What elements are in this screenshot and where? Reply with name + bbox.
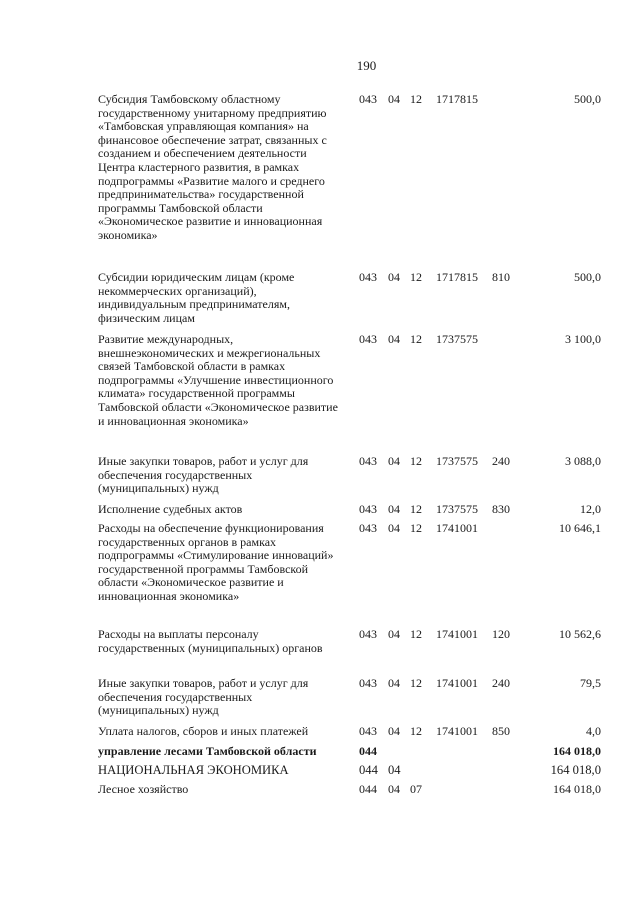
section-code: 04 xyxy=(388,502,400,516)
amount: 4,0 xyxy=(586,724,601,738)
table-row xyxy=(0,745,640,764)
row-description: Уплата налогов, сборов и иных платежей xyxy=(98,724,309,738)
subsection-code: 12 xyxy=(410,92,422,106)
table-row xyxy=(0,271,640,333)
amount: 3 100,0 xyxy=(565,332,601,346)
row-description: Лесное хозяйство xyxy=(98,782,189,796)
table-row xyxy=(0,333,640,455)
amount: 164 018,0 xyxy=(550,763,601,777)
amount: 500,0 xyxy=(574,270,601,284)
ministry-code: 043 xyxy=(359,676,377,690)
target-item-code: 1737575 xyxy=(436,332,478,346)
amount: 164 018,0 xyxy=(553,744,601,758)
expense-type-code: 850 xyxy=(492,724,510,738)
expense-type-code: 240 xyxy=(492,454,510,468)
section-code: 04 xyxy=(388,782,400,796)
section-code: 04 xyxy=(388,92,400,106)
row-description: Расходы на выплаты персоналу государственных (муниципальных) органов xyxy=(98,627,323,655)
expense-type-code: 830 xyxy=(492,502,510,516)
amount: 12,0 xyxy=(580,502,601,516)
subsection-code: 12 xyxy=(410,270,422,284)
ministry-code: 043 xyxy=(359,270,377,284)
ministry-code: 043 xyxy=(359,502,377,516)
amount: 10 562,6 xyxy=(559,627,601,641)
table-row xyxy=(0,677,640,725)
page-number: 190 xyxy=(356,58,377,73)
subsection-code: 12 xyxy=(410,627,422,641)
subsection-code: 07 xyxy=(410,782,422,796)
table-row xyxy=(0,764,640,783)
ministry-code: 044 xyxy=(359,763,378,777)
subsection-code: 12 xyxy=(410,521,422,535)
row-description: управление лесами Тамбовской области xyxy=(98,744,317,758)
ministry-code: 043 xyxy=(359,521,377,535)
target-item-code: 1737575 xyxy=(436,502,478,516)
expense-type-code: 120 xyxy=(492,627,510,641)
ministry-code: 044 xyxy=(359,744,377,758)
amount: 10 646,1 xyxy=(559,521,601,535)
target-item-code: 1741001 xyxy=(436,627,478,641)
subsection-code: 12 xyxy=(410,502,422,516)
section-code: 04 xyxy=(388,332,400,346)
amount: 79,5 xyxy=(580,676,601,690)
target-item-code: 1741001 xyxy=(436,521,478,535)
row-description: Развитие международных, внешнеэкономических и межрегиональных связей Тамбовской области в рамках подпрограммы «Улучшение инвестиционного климата» государственной программы Тамбовской области «Экономическое развитие и инновационная экономика» xyxy=(98,332,338,428)
amount: 164 018,0 xyxy=(553,782,601,796)
subsection-code: 12 xyxy=(410,454,422,468)
target-item-code: 1717815 xyxy=(436,92,478,106)
row-description: Субсидия Тамбовскому областному государственному унитарному предприятию «Тамбовская управляющая компания» на финансовое обеспечение затрат, связанных с созданием и обеспечением деятельности Центра кластерного развития, в рамках подпрограммы «Развитие малого и среднего предпринимательства» государственной программы Тамбовской области «Экономическое развитие и инновационная экономика» xyxy=(98,92,327,242)
row-description: Иные закупки товаров, работ и услуг для обеспечения государственных (муниципальных) нужд xyxy=(98,454,309,496)
ministry-code: 044 xyxy=(359,782,377,796)
ministry-code: 043 xyxy=(359,454,377,468)
target-item-code: 1717815 xyxy=(436,270,478,284)
amount: 3 088,0 xyxy=(565,454,601,468)
row-description: Субсидии юридическим лицам (кроме некоммерческих организаций), индивидуальным предпринимателям, физическим лицам xyxy=(98,270,295,325)
table-row xyxy=(0,455,640,503)
table-row xyxy=(0,725,640,745)
expense-type-code: 810 xyxy=(492,270,510,284)
subsection-code: 12 xyxy=(410,676,422,690)
subsection-code: 12 xyxy=(410,332,422,346)
subsection-code: 12 xyxy=(410,724,422,738)
table-row xyxy=(0,783,640,802)
table-row xyxy=(0,522,640,628)
row-description: Расходы на обеспечение функционирования государственных органов в рамках подпрограммы «Стимулирование инноваций» государственной программы Тамбовской области «Экономическое развитие и инновационная экономика» xyxy=(98,521,334,603)
target-item-code: 1741001 xyxy=(436,724,478,738)
ministry-code: 043 xyxy=(359,92,377,106)
section-code: 04 xyxy=(388,454,400,468)
section-code: 04 xyxy=(388,521,400,535)
amount: 500,0 xyxy=(574,92,601,106)
ministry-code: 043 xyxy=(359,332,377,346)
section-code: 04 xyxy=(388,676,400,690)
section-code: 04 xyxy=(388,724,400,738)
section-code: 04 xyxy=(388,763,401,777)
budget-table xyxy=(0,93,640,802)
table-row xyxy=(0,93,640,271)
target-item-code: 1741001 xyxy=(436,676,478,690)
ministry-code: 043 xyxy=(359,724,377,738)
row-description: Иные закупки товаров, работ и услуг для обеспечения государственных (муниципальных) нужд xyxy=(98,676,309,718)
expense-type-code: 240 xyxy=(492,676,510,690)
table-row xyxy=(0,628,640,677)
row-description: Исполнение судебных актов xyxy=(98,502,243,516)
section-code: 04 xyxy=(388,270,400,284)
table-row xyxy=(0,503,640,522)
row-description: НАЦИОНАЛЬНАЯ ЭКОНОМИКА xyxy=(98,763,289,777)
target-item-code: 1737575 xyxy=(436,454,478,468)
ministry-code: 043 xyxy=(359,627,377,641)
section-code: 04 xyxy=(388,627,400,641)
